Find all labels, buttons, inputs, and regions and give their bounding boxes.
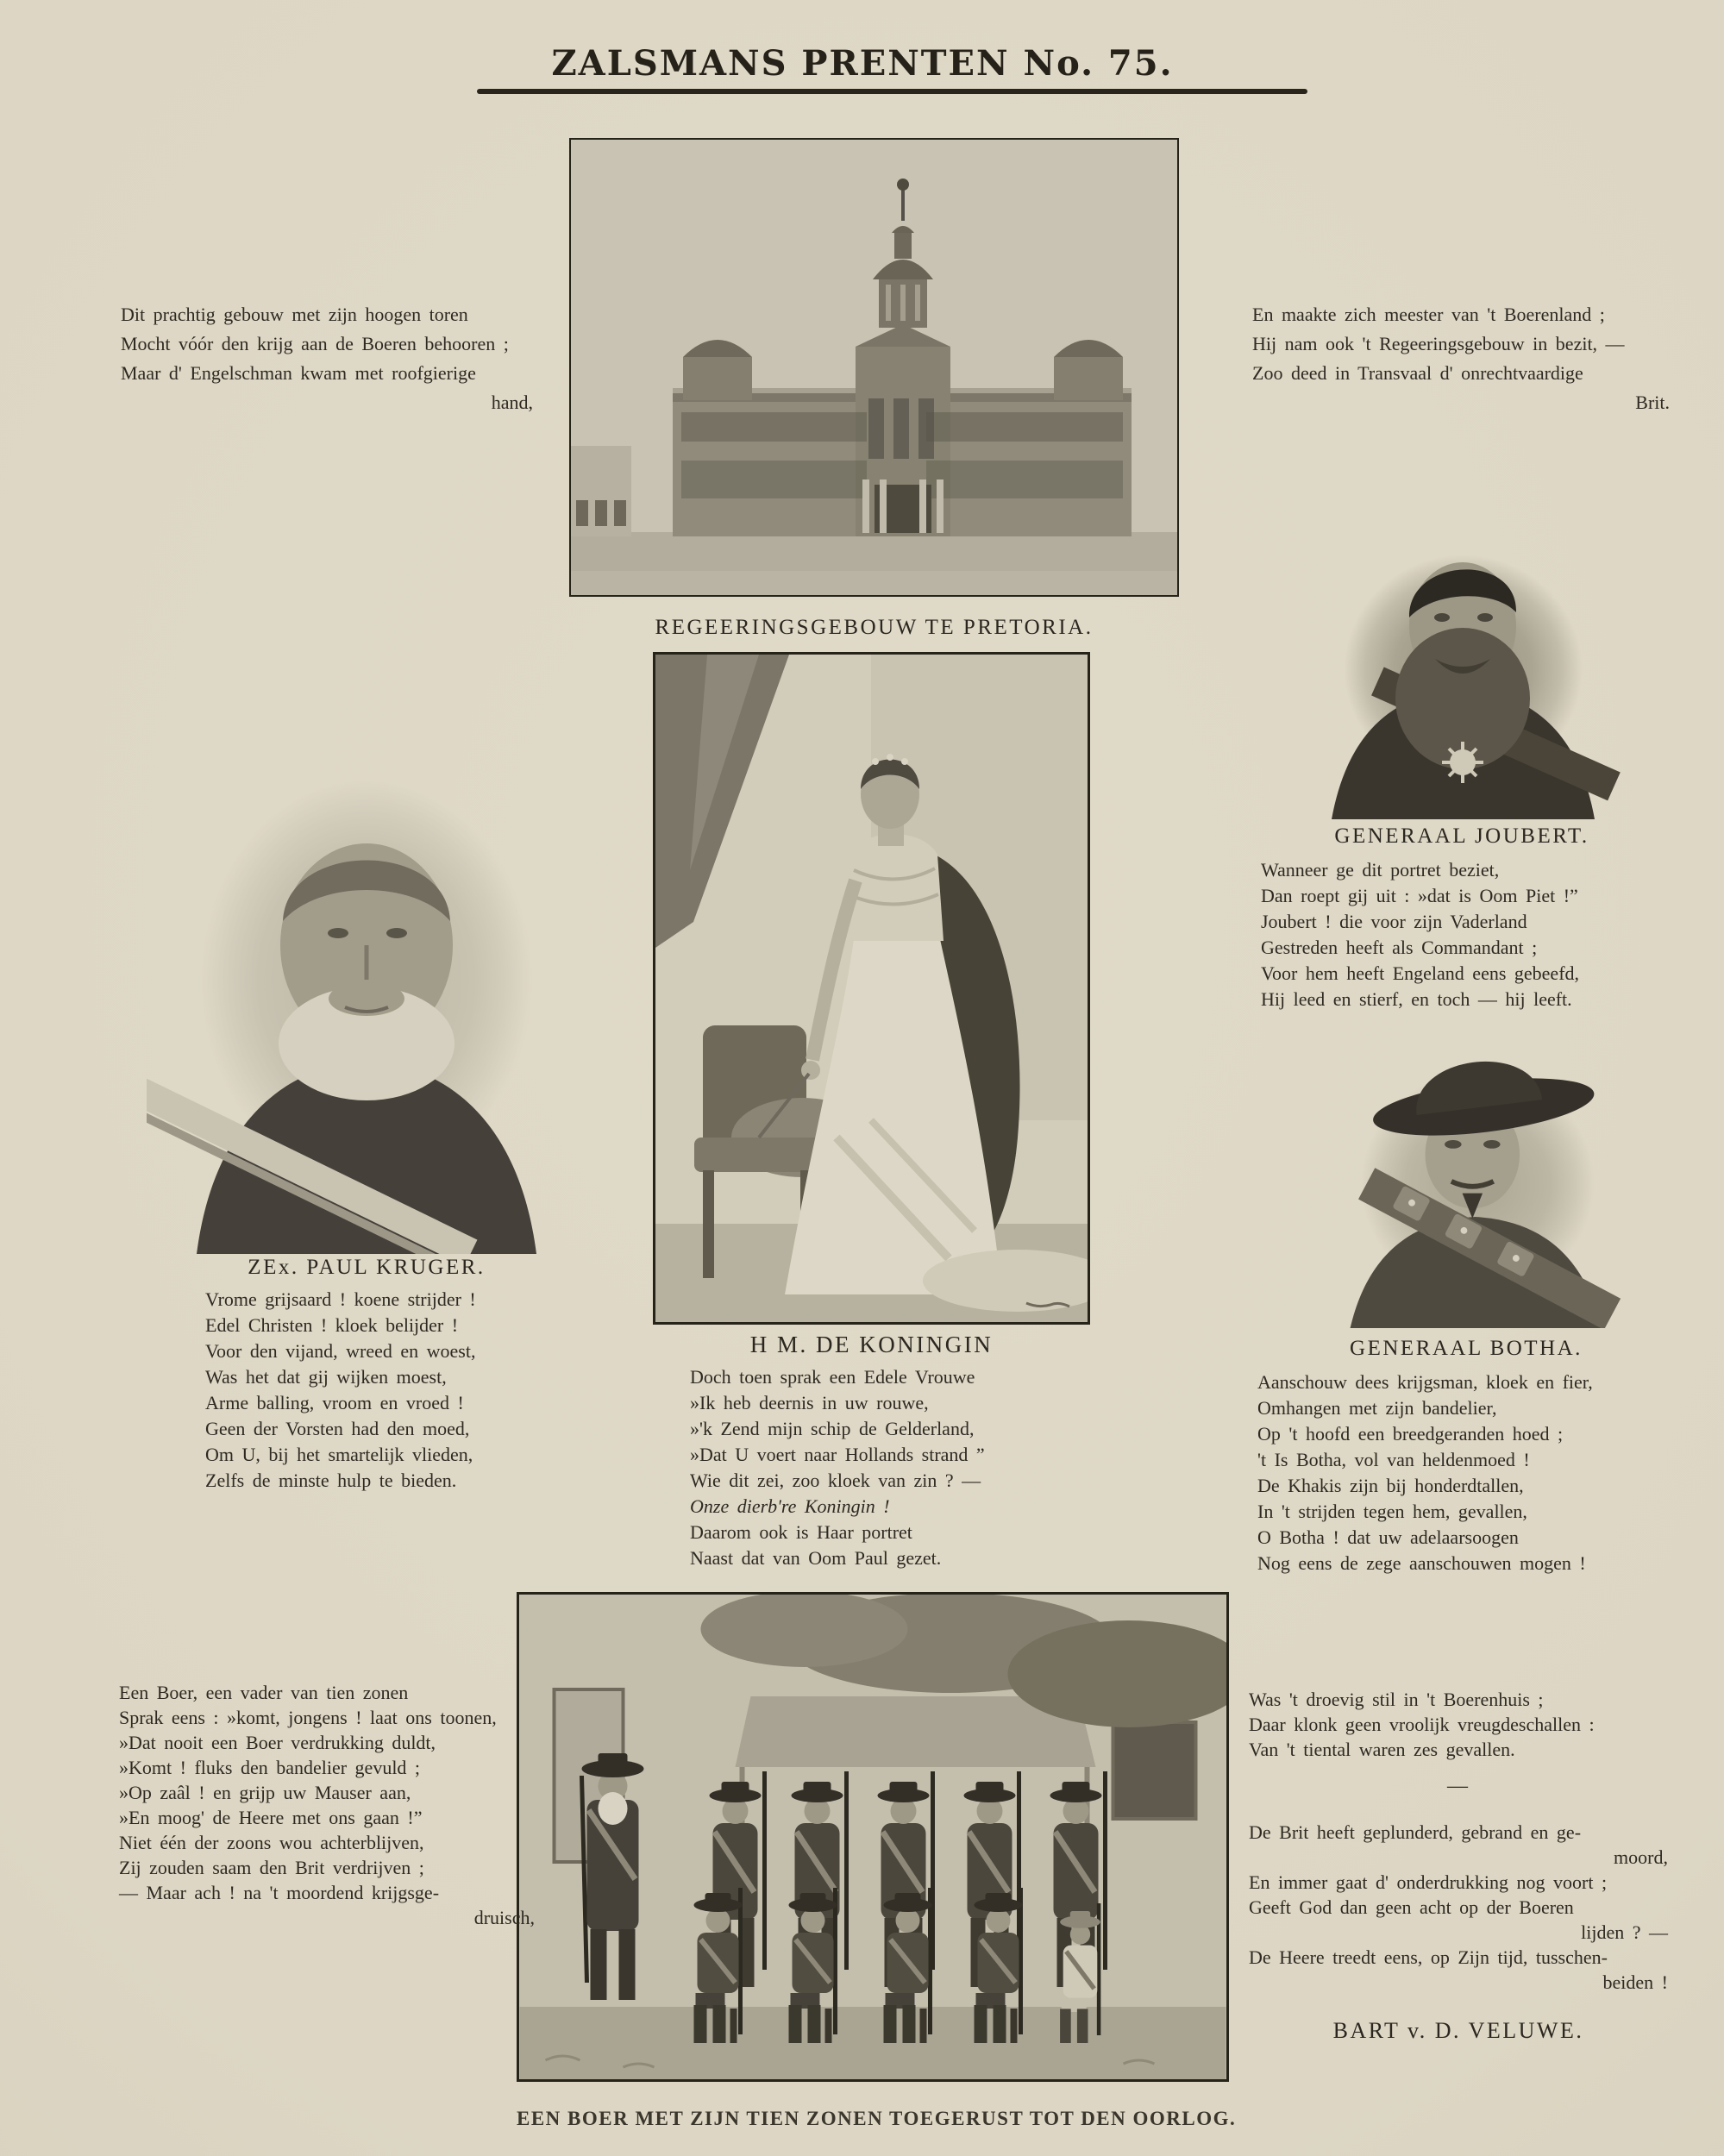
text-line: »Dat U voert naar Hollands strand ” — [690, 1444, 985, 1465]
text-line: Hij leed en stierf, en toch — hij leeft. — [1261, 988, 1572, 1010]
poem-koningin — [690, 1364, 1069, 1571]
kruger-portrait — [147, 695, 586, 1254]
text-line: Doch toen sprak een Edele Vrouwe — [690, 1366, 975, 1388]
text-line: Daar klonk geen vroolijk vreugdeschallen : — [1249, 1714, 1595, 1735]
text-line: Was het dat gij wijken moest, — [205, 1366, 447, 1388]
title-rule — [477, 89, 1307, 94]
text-line: Maar d' Engelschman kwam met roofgierige — [121, 362, 476, 384]
text-line: De Khakis zijn bij honderdtallen, — [1257, 1475, 1524, 1496]
text-line: Sprak eens : »komt, jongens ! laat ons toonen, — [119, 1707, 497, 1728]
divider-dash: — — [1447, 1775, 1470, 1797]
text-line: Vrome grijsaard ! koene strijder ! — [205, 1288, 476, 1310]
caption-botha: GENERAAL BOTHA. — [1350, 1337, 1583, 1360]
poem-building-left — [121, 300, 533, 417]
text-line: — Maar ach ! na 't moordend krijgsge- — [119, 1882, 440, 1903]
text-line: Dit prachtig gebouw met zijn hoogen toren — [121, 304, 468, 325]
poem-botha — [1257, 1369, 1680, 1576]
caption-regeeringsgebouw: REGEERINGSGEBOUW TE PRETORIA. — [655, 616, 1094, 639]
text-line: Van 't tiental waren zes gevallen. — [1249, 1739, 1515, 1760]
text-line: hand, — [491, 392, 533, 413]
text-line: »Ik heb deernis in uw rouwe, — [690, 1392, 929, 1413]
caption-boer-family: EEN BOER MET ZIJN TIEN ZONEN TOEGERUST TOT DEN OORLOG. — [517, 2108, 1237, 2129]
text-line: Naast dat van Oom Paul gezet. — [690, 1547, 942, 1569]
text-line: druisch, — [473, 1907, 535, 1928]
building-photo — [569, 138, 1179, 597]
text-line: »Op zaâl ! en grijp uw Mauser aan, — [119, 1782, 411, 1803]
page-title: ZALSMANS PRENTEN No. 75. — [551, 43, 1174, 84]
text-line: »En moog' de Heere met ons gaan !” — [119, 1807, 423, 1828]
text-line: O Botha ! dat uw adelaarsoogen — [1257, 1526, 1519, 1548]
kruger-illustration — [147, 695, 586, 1254]
boer-family-illustration — [519, 1595, 1226, 2079]
text-line: Om U, bij het smartelijk vlieden, — [205, 1444, 473, 1465]
text-line: Nog eens de zege aanschouwen mogen ! — [1257, 1552, 1586, 1574]
text-line: De Heere treedt eens, op Zijn tijd, tusschen- — [1249, 1946, 1608, 1968]
botha-illustration — [1321, 1028, 1647, 1328]
poem-boer-right-1 — [1249, 1687, 1668, 1762]
text-line: Dan roept gij uit : »dat is Oom Piet !” — [1261, 885, 1578, 906]
text-line: Zoo deed in Transvaal d' onrechtvaardige — [1252, 362, 1583, 384]
text-line: Aanschouw dees krijgsman, kloek en fier, — [1257, 1371, 1593, 1393]
text-line: Onze dierb're Koningin ! — [690, 1495, 890, 1517]
text-line: Geen der Vorsten had den moed, — [205, 1418, 470, 1439]
poem-boer-left — [119, 1680, 535, 1930]
text-line: beiden ! — [1602, 1971, 1668, 1993]
text-line: Zelfs de minste hulp te bieden. — [205, 1470, 457, 1491]
text-line: Brit. — [1635, 392, 1670, 413]
text-line: Niet één der zoons wou achterblijven, — [119, 1832, 424, 1853]
text-line: 't Is Botha, vol van heldenmoed ! — [1257, 1449, 1530, 1470]
joubert-illustration — [1297, 507, 1629, 819]
building-illustration — [571, 140, 1177, 595]
text-line: »Dat nooit een Boer verdrukking duldt, — [119, 1732, 436, 1753]
text-line: Daarom ook is Haar portret — [690, 1521, 912, 1543]
text-line: »Komt ! fluks den bandelier gevuld ; — [119, 1757, 421, 1778]
botha-portrait — [1321, 1028, 1647, 1328]
text-line: Gestreden heeft als Commandant ; — [1261, 937, 1538, 958]
text-line: lijden ? — — [1581, 1921, 1668, 1943]
text-line: »'k Zend mijn schip de Gelderland, — [690, 1418, 975, 1439]
text-line: In 't strijden tegen hem, gevallen, — [1257, 1501, 1527, 1522]
text-line: En immer gaat d' onderdrukking nog voort ; — [1249, 1871, 1608, 1893]
text-line: Mocht vóór den krijg aan de Boeren behooren ; — [121, 333, 509, 354]
text-line: Voor hem heeft Engeland eens gebeefd, — [1261, 962, 1580, 984]
author-signature: BART v. D. VELUWE. — [1332, 2018, 1584, 2043]
poem-joubert — [1261, 857, 1666, 1012]
text-line: En maakte zich meester van 't Boerenland ; — [1252, 304, 1605, 325]
text-line: Was 't droevig stil in 't Boerenhuis ; — [1249, 1689, 1544, 1710]
text-line: Arme balling, vroom en vroed ! — [205, 1392, 464, 1413]
caption-joubert: GENERAAL JOUBERT. — [1334, 824, 1589, 848]
koningin-illustration — [655, 655, 1088, 1322]
joubert-portrait — [1297, 507, 1629, 819]
text-line: Zij zouden saam den Brit verdrijven ; — [119, 1857, 424, 1878]
boer-family-photo — [517, 1592, 1229, 2082]
text-line: Hij nam ook 't Regeeringsgebouw in bezit, — — [1252, 333, 1625, 354]
text-line: Op 't hoofd een breedgeranden hoed ; — [1257, 1423, 1564, 1445]
text-line: moord, — [1614, 1846, 1668, 1868]
text-line: Joubert ! die voor zijn Vaderland — [1261, 911, 1527, 932]
text-line: Wie dit zei, zoo kloek van zin ? — — [690, 1470, 981, 1491]
poem-boer-right-2 — [1249, 1820, 1668, 1995]
text-line: Omhangen met zijn bandelier, — [1257, 1397, 1497, 1419]
koningin-portrait — [653, 652, 1090, 1325]
text-line: De Brit heeft geplunderd, gebrand en ge- — [1249, 1821, 1582, 1843]
text-line: Geeft God dan geen acht op der Boeren — [1249, 1896, 1574, 1918]
caption-koningin: H M. DE KONINGIN — [749, 1332, 994, 1357]
text-line: Wanneer ge dit portret beziet, — [1261, 859, 1500, 881]
poem-building-right — [1252, 300, 1670, 417]
text-line: Voor den vijand, wreed en woest, — [205, 1340, 476, 1362]
caption-kruger: ZEx. PAUL KRUGER. — [248, 1256, 486, 1279]
text-line: Een Boer, een vader van tien zonen — [119, 1682, 409, 1703]
text-line: Edel Christen ! kloek belijder ! — [205, 1314, 459, 1336]
poem-kruger — [205, 1287, 576, 1494]
